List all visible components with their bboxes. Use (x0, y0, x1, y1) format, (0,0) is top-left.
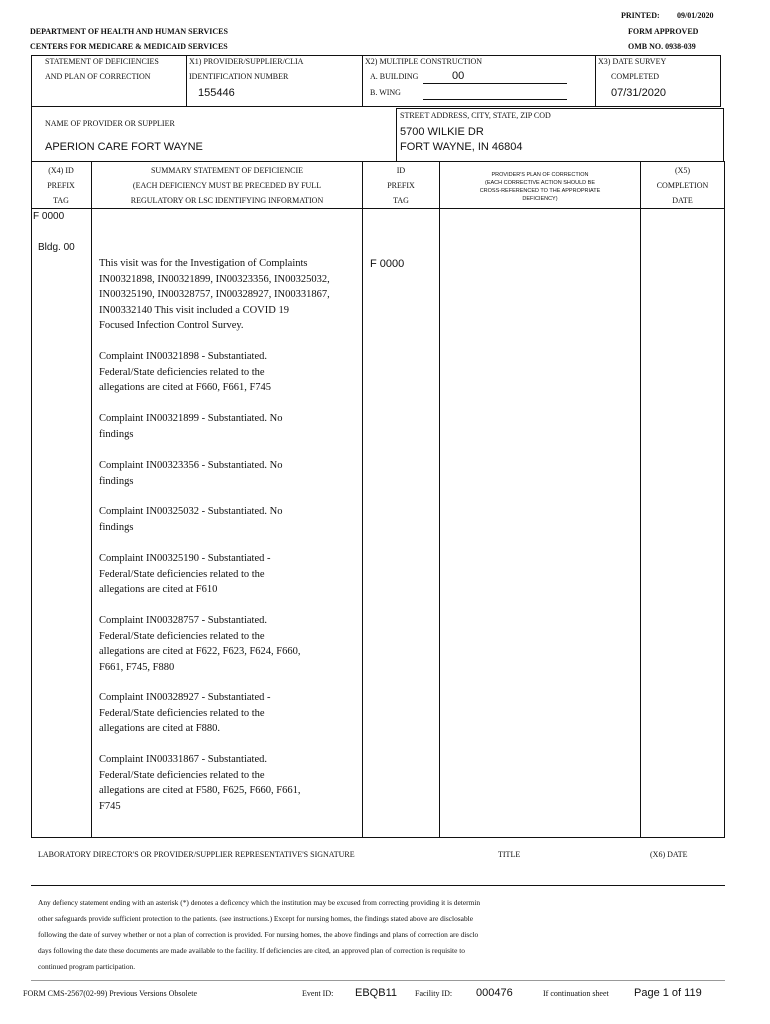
disclaimer-line: days following the date these documents are made available to the facility. If deficiencies are cited, an approved plan of correction is requisite to (38, 946, 465, 955)
table-divider-prefix (91, 161, 92, 838)
x5-label-1: (X5) (674, 166, 691, 175)
page-number: Page 1 of 119 (634, 987, 702, 999)
paragraph-complaint-1 (99, 349, 354, 396)
wing-label: B. WING (370, 88, 401, 97)
form-number: FORM CMS-2567(02-99) Previous Versions Obsolete (23, 989, 198, 998)
centers-name: CENTERS FOR MEDICARE & MEDICAID SERVICES (30, 42, 228, 51)
box1-top-border (31, 55, 721, 56)
paragraph-line: IN00321898, IN00321899, IN00323356, IN00325032, (99, 273, 330, 285)
address-line-1: 5700 WILKIE DR (400, 126, 484, 138)
box1-divider-3 (595, 55, 596, 107)
provider-name-value: APERION CARE FORT WAYNE (45, 141, 203, 153)
table-right-border (724, 161, 725, 838)
paragraph-line: Complaint IN00328927 - Substantiated - (99, 692, 271, 703)
plan-label-4: DEFICIENCY) (522, 196, 558, 202)
paragraph-line: Federal/State deficiencies related to the (99, 707, 265, 719)
paragraph-line: Focused Infection Control Survey. (99, 320, 244, 332)
date-survey-value: 07/31/2020 (611, 87, 667, 99)
box2-right-border (723, 108, 724, 162)
paragraph-line: allegations are cited at F622, F623, F624, F660, (99, 646, 301, 658)
disclaimer-line: other safeguards provide sufficient protection to the patients. (see instructions.) Except for nursing homes, the findings stated above are disclosable (38, 914, 473, 923)
summary-label-2: (EACH DEFICIENCY MUST BE PRECEDED BY FULL (132, 181, 322, 190)
plan-label-3: CROSS-REFERENCED TO THE APPROPRIATE (479, 188, 601, 194)
x4-label-2: PREFIX (47, 181, 75, 190)
multiple-construction-label: X2) MULTIPLE CONSTRUCTION (365, 57, 483, 66)
facility-id-label: Facility ID: (415, 989, 453, 998)
provider-name-label: NAME OF PROVIDER OR SUPPLIER (45, 119, 175, 128)
box2-left-border (31, 106, 32, 162)
id-prefix-label-1: ID (396, 166, 406, 175)
continuation-label: If continuation sheet (543, 989, 609, 998)
paragraph-line: Federal/State deficiencies related to the (99, 630, 265, 642)
paragraph-complaint-2 (99, 411, 354, 442)
x5-label-3: DATE (672, 196, 693, 205)
date-survey-label-2: COMPLETED (611, 72, 659, 81)
paragraph-line: findings (99, 428, 134, 440)
paragraph-line: allegations are cited at F880. (99, 723, 221, 735)
x5-label-2: COMPLETION (656, 181, 709, 190)
statement-label-2: AND PLAN OF CORRECTION (45, 72, 151, 81)
building-underline (423, 83, 567, 84)
paragraph-line: allegations are cited at F580, F625, F660, F661, (99, 785, 301, 797)
paragraph-line: Complaint IN00321898 - Substantiated. (99, 351, 267, 362)
building-value: 00 (452, 70, 465, 82)
table-divider-id (439, 161, 440, 838)
wing-underline (423, 99, 567, 100)
id-prefix-label-2: PREFIX (387, 181, 415, 190)
paragraph-line: Complaint IN00321899 - Substantiated. No (99, 413, 283, 424)
summary-label-1: SUMMARY STATEMENT OF DEFICIENCIE (150, 166, 304, 175)
paragraph-line: findings (99, 475, 134, 487)
printed-label: PRINTED: (621, 11, 660, 20)
provider-id-label-1: X1) PROVIDER/SUPPLIER/CLIA (189, 57, 304, 66)
disclaimer (38, 895, 480, 975)
department-name: DEPARTMENT OF HEALTH AND HUMAN SERVICES (30, 27, 228, 36)
printed-date: 09/01/2020 (677, 11, 714, 20)
table-bottom-border (31, 837, 725, 838)
signature-label: LABORATORY DIRECTOR'S OR PROVIDER/SUPPLIER REPRESENTATIVE'S SIGNATURE (38, 850, 355, 859)
paragraph-complaint-5 (99, 551, 354, 598)
plan-label-1: PROVIDER'S PLAN OF CORRECTION (491, 172, 589, 178)
paragraph-line: allegations are cited at F610 (99, 584, 218, 596)
table-divider-summary (362, 161, 363, 838)
form-approved: FORM APPROVED (628, 27, 699, 36)
disclaimer-line: continued program participation. (38, 962, 136, 971)
address-line-2: FORT WAYNE, IN 46804 (400, 141, 523, 153)
paragraph-line: This visit was for the Investigation of Complaints (99, 258, 308, 269)
table-divider-plan (640, 161, 641, 838)
event-id-label: Event ID: (302, 989, 334, 998)
signature-bottom-border (31, 885, 725, 886)
box2-top-border-right (396, 108, 724, 109)
provider-id-label-2: IDENTIFICATION NUMBER (189, 72, 289, 81)
paragraph-line: Federal/State deficiencies related to the (99, 769, 265, 781)
x4-label-1: (X4) ID (48, 166, 74, 175)
paragraph-line: allegations are cited at F660, F661, F745 (99, 382, 272, 394)
box2-bottom-border (31, 161, 724, 162)
box1-right-border (720, 55, 721, 107)
footer-divider (31, 980, 725, 981)
building-label: A. BUILDING (370, 72, 419, 81)
paragraph-line: Complaint IN00325190 - Substantiated - (99, 553, 271, 564)
signature-date-label: (X6) DATE (650, 850, 688, 859)
paragraph-line: Federal/State deficiencies related to the (99, 366, 265, 378)
box1-left-border (31, 55, 32, 107)
paragraph-complaint-4 (99, 504, 354, 535)
column-header-bottom-border (31, 208, 725, 209)
tag-right: F 0000 (370, 258, 405, 270)
tag-left: F 0000 (33, 211, 65, 222)
paragraph-complaint-3 (99, 458, 354, 489)
omb-number: OMB NO. 0938-039 (628, 42, 696, 51)
x4-label-3: TAG (53, 196, 69, 205)
disclaimer-line: Any defiency statement ending with an asterisk (*) denotes a deficency which the institution may be excused from correcting providing it is determin (38, 898, 481, 907)
paragraph-complaint-6 (99, 613, 354, 675)
facility-id-value: 000476 (476, 987, 513, 999)
address-label: STREET ADDRESS, CITY, STATE, ZIP COD (400, 111, 551, 120)
plan-label-2: (EACH CORRECTIVE ACTION SHOULD BE (484, 180, 596, 186)
summary-label-3: REGULATORY OR LSC IDENTIFYING INFORMATION (130, 196, 324, 205)
paragraph-line: findings (99, 521, 134, 533)
paragraph-line: IN00332140 This visit included a COVID 19 (99, 304, 289, 316)
date-survey-label-1: X3) DATE SURVEY (598, 57, 667, 66)
statement-label-1: STATEMENT OF DEFICIENCIES (45, 57, 159, 66)
paragraph-line: Complaint IN00331867 - Substantiated. (99, 754, 267, 765)
event-id-value: EBQB11 (355, 987, 397, 999)
box1-divider-2 (362, 55, 363, 107)
paragraph-line: IN00325190, IN00328757, IN00328927, IN00331867, (99, 289, 330, 301)
box1-bottom-border (31, 106, 721, 107)
title-label: TITLE (498, 850, 521, 859)
paragraph-line: F745 (99, 800, 121, 812)
table-left-border (31, 161, 32, 838)
paragraph-line: Complaint IN00325032 - Substantiated. No (99, 506, 283, 517)
provider-id-value: 155446 (198, 87, 235, 99)
id-prefix-label-3: TAG (393, 196, 409, 205)
paragraph-complaint-8 (99, 752, 354, 814)
paragraph-intro (99, 256, 354, 334)
disclaimer-line: following the date of survey whether or not a plan of correction is provided. For nursing homes, the above findings and plans of correction are disclo (38, 930, 479, 939)
box1-divider-1 (186, 55, 187, 107)
paragraph-line: Complaint IN00323356 - Substantiated. No (99, 460, 283, 471)
paragraph-line: F661, F745, F880 (99, 661, 175, 673)
paragraph-line: Federal/State deficiencies related to the (99, 568, 265, 580)
paragraph-line: Complaint IN00328757 - Substantiated. (99, 615, 267, 626)
paragraph-complaint-7 (99, 690, 354, 737)
building-tag: Bldg. 00 (38, 242, 75, 253)
box2-divider (396, 108, 397, 162)
